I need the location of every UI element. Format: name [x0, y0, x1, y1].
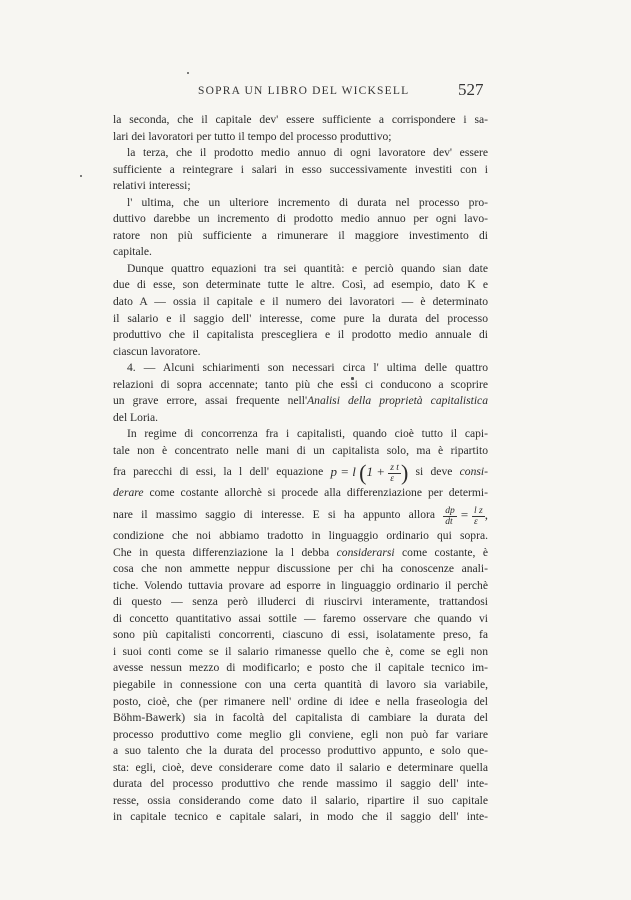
comma: ,	[484, 507, 488, 523]
text-line: relazioni di sopra accennate; tanto più che essi ci conducono a scoprire	[113, 377, 488, 391]
text-line: piegabile in connessione con una certa quantità di lavoro sia variabile,	[113, 677, 488, 691]
italic-word: consi-	[459, 465, 488, 479]
italic-word: derare	[113, 486, 144, 500]
text-line: condizione che noi abbiamo tradotto in linguaggio ordinario qui sopra.	[113, 529, 488, 543]
text-fragment: fra parecchi di essi, la l dell' equazione	[113, 465, 324, 479]
text-line: la seconda, che il capitale dev' essere sufficiente a corrispondere i sa-	[113, 113, 488, 126]
fraction-denominator: ε	[474, 516, 478, 527]
text-line: l' ultima, che un ulteriore incremento di durata nel processo pro-	[127, 195, 488, 209]
text-line: Dunque quattro equazioni tra sei quantità: e perciò quando sian date	[127, 261, 488, 275]
fraction-denominator: ε	[390, 474, 394, 484]
text-line: 4. — Alcuni schiarimenti son necessari circa l' ultima delle quattro	[127, 361, 488, 375]
fraction-numerator: z t	[390, 463, 399, 473]
text-line: i suoi conti come se il salario rimanesse quello che è, come se egli non	[113, 644, 488, 658]
text-line: durata del processo produttivo che rende massimo il saggio dell' inte-	[113, 777, 488, 791]
text-line: capitale.	[113, 245, 152, 259]
text-fragment: nare il massimo saggio di interesse. E si ha appunto allora	[113, 508, 436, 522]
body-text	[113, 112, 488, 826]
text-line: Böhm-Bawerk) sia in facoltà del capitalista di cambiare la durata del	[113, 711, 488, 725]
text-line: cosa che non ammette neppur discussione per chi ha conoscenze anali-	[113, 562, 488, 576]
italic-title: Analisi della proprietà capitalistica	[307, 394, 488, 408]
text-fragment: Che in questa differenziazione la l debba	[113, 545, 330, 559]
text-line: tale non è concentrato nelle mani di un capitalista solo, ma è ripartito	[113, 443, 488, 457]
text-line: di concetto quantitativo assai sottile — faremo osservare che quando vi	[113, 611, 488, 625]
text-line: a suo talento che la durata del processo produttivo appunto, e solo que-	[113, 744, 488, 758]
text-line: di questo — senza però illuderci di riuscirvi interamente, trattandosi	[113, 595, 488, 609]
equation-p	[330, 459, 408, 486]
fraction-zt-eps	[388, 463, 401, 484]
text-line: relativi interessi;	[113, 179, 191, 193]
text-fragment: come costante, è	[402, 545, 488, 559]
text-line: resse, ossia considerando come dato il salario, ripartire il suo capitale	[113, 793, 488, 807]
equation-one: 1 +	[366, 464, 385, 480]
text-line: sufficiente a reintegrare i salari in esso successivamente investiti con i	[113, 162, 488, 176]
close-paren: )	[400, 460, 409, 486]
text-line: dato A — ossia il capitale e il numero dei lavoratori — è determinato	[113, 295, 488, 309]
text-line	[113, 393, 488, 410]
fraction-numerator: dp	[445, 505, 455, 516]
text-fragment: come costante allorchè si procede alla differenziazione per determi-	[149, 486, 488, 500]
text-line: la terza, che il prodotto medio annuo di ogni lavoratore dev' essere	[127, 146, 488, 160]
text-line: sta: egli, cioè, deve considerare come dato il salario e determinare quella	[113, 760, 488, 774]
fraction-lz-eps	[472, 506, 485, 527]
text-line: posto, cioè, che (per rimanere nell' ordine di idee e nella fraseologia del	[113, 694, 488, 708]
text-line: tiche. Volendo tuttavia provare ad esporre in linguaggio ordinario il perchè	[113, 578, 488, 592]
speck-mark	[187, 72, 189, 74]
text-line: in capitale tecnico e capitale salari, in modo che il saggio dell' inte-	[113, 810, 488, 824]
fraction-dp-dt	[443, 506, 457, 527]
open-paren: (	[359, 460, 367, 486]
text-fragment: un grave errore, assai frequente nell'	[113, 394, 308, 408]
text-line: ratore non più sufficiente a rimunerare il maggiore investimento di	[113, 228, 488, 242]
equation-lhs: p = l	[330, 464, 356, 480]
equation-dp-dt	[443, 502, 488, 528]
text-line: sono più capitalisti concorrenti, ciascuno di essi, isolatamente preso, fa	[113, 628, 488, 642]
text-line: il salario e il saggio dell' interesse, come pure la durata del processo	[113, 311, 488, 325]
text-line-with-formula	[113, 502, 488, 528]
text-line: avesse nessun mezzo di modificarlo; e posto che il capitale tecnico im-	[113, 661, 488, 675]
text-line	[113, 545, 488, 562]
equals-sign: =	[459, 507, 469, 523]
fraction-numerator: l z	[474, 505, 483, 516]
text-line: produttivo che il capitalista prescegliera e il prodotto medio annuale di	[113, 328, 488, 342]
text-fragment: si deve	[415, 465, 453, 479]
text-line: processo produttivo come meglio gli conviene, egli non può far variare	[113, 727, 488, 741]
running-title: SOPRA UN LIBRO DEL WICKSELL	[198, 85, 410, 97]
page-number: 527	[458, 80, 484, 99]
text-line: duttivo darebbe un incremento di prodotto medio annuo per ogni lavo-	[113, 212, 488, 226]
text-line: del Loria.	[113, 410, 159, 424]
text-line: In regime di concorrenza fra i capitalisti, quando cioè tutto il capi-	[127, 427, 488, 441]
italic-word: considerarsi	[336, 545, 395, 559]
text-line: lari dei lavoratori per tutto il tempo del processo produttivo;	[113, 129, 392, 143]
text-line: due di esse, son determinate tutte le altre. Così, ad esempio, dato K e	[113, 278, 488, 292]
fraction-denominator: dt	[445, 516, 453, 527]
speck-mark	[80, 175, 82, 177]
text-line-with-formula	[113, 459, 488, 485]
text-line: ciascun lavoratore.	[113, 344, 201, 358]
text-line	[113, 485, 488, 502]
